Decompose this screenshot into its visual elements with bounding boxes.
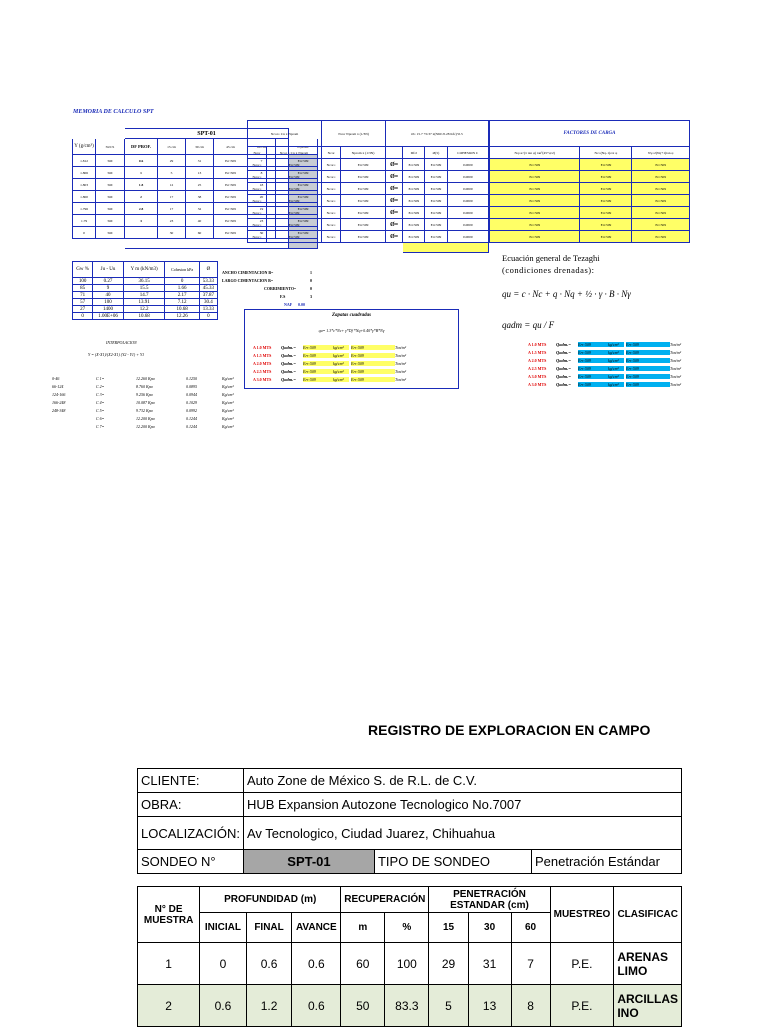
result-row (528, 374, 728, 382)
result-q: Qadm.= (281, 369, 296, 374)
result-d: A 1.0 MTS (528, 342, 547, 347)
factores-title: FACTORES DE CARGA (490, 121, 690, 147)
cohesion-kpa: 12.200 Kpa (136, 416, 155, 421)
result-u: kg/cm² (333, 361, 344, 366)
factores-table: FACTORES DE CARGA Nq=e^(π tan φ) tan²(45+φ/2) Nc=(Nq-1)cot φ Nγ=2(Nq+1)tan φ Err:509 Err:509 Err:509 Err:509 Err:509 Err:509 Err:509 Err:509 Err:509 Err:509 Err:509 Err:509 Err:509 Err:509 Err:509 Err:509 Err:509 Err:509 Err:509 Err:509 Err:509 (489, 120, 690, 243)
result-u: kg/cm² (608, 366, 619, 371)
cohesion-k: 124-166 (52, 392, 66, 397)
hdr-clasificacion: CLASIFICAC (614, 887, 682, 943)
cohesion-c: C 1= (96, 376, 105, 381)
result-v2: Err:509 (351, 345, 395, 350)
result-v: Err:509 (303, 369, 349, 374)
tezaghi-eq1: qu = c · Nc + q · Nq + ½ · γ · B · Nγ (502, 289, 631, 299)
result-row (253, 353, 453, 361)
sondeo-value: SPT-01 (243, 850, 374, 874)
result-v: Err:509 (303, 377, 349, 382)
result-q: Qadm.= (556, 366, 571, 371)
result-v: Err:509 (578, 358, 624, 363)
hdr-nrs: Ncor Nprom x (1/3N) (322, 121, 386, 147)
sub-15: 15 (429, 913, 468, 943)
col-30: 30 cm (186, 139, 214, 155)
result-u: kg/cm² (608, 342, 619, 347)
result-u2: Ton/m² (670, 358, 682, 363)
result-u: kg/cm² (333, 369, 344, 374)
result-u2: Ton/m² (670, 366, 682, 371)
result-u2: Ton/m² (395, 377, 407, 382)
cohesion-u: Kg/cm² (222, 408, 234, 413)
hdr-muestreo: MUESTREO (550, 887, 614, 943)
spt-label: SPT-01 (125, 129, 289, 139)
result-q: Qadm.= (556, 342, 571, 347)
result-v2: Err:509 (351, 361, 395, 366)
result-v: Err:509 (303, 361, 349, 366)
cohesion-kg: 0.1244 (186, 416, 197, 421)
cohesion-u: Kg/cm² (222, 392, 234, 397)
result-u: kg/cm² (608, 358, 619, 363)
result-d: A 2.0 MTS (253, 361, 272, 366)
result-d: A 1.5 MTS (528, 350, 547, 355)
result-d: A 1.5 MTS (253, 353, 272, 358)
col-45: 45 cm (214, 139, 248, 155)
result-row (253, 345, 453, 353)
soil-table: Gw % Ju - Uu Y m (kN/m3) Cohesion kPa Ø 100 0.27 36.15 0 53.33 85 9 15.5 1.66 45.33 71 40 14.7 2.17 37.87 57 100 13.91 7.12 30.4 27 1400 12.2 10.68 13.33 0 1.00E+06 10.68 12.26 0 (72, 261, 218, 320)
cohesion-kpa: 12.200 Kpa (136, 424, 155, 429)
result-v2: Err:509 (626, 374, 670, 379)
result-row (528, 358, 728, 366)
tezaghi-eq2: qadm = qu / F (502, 320, 555, 330)
cohesion-c: C 4= (96, 400, 105, 405)
spt-main-table: SPT-01 Y (g/cm³) SUCS DF PROF. 15 cm 30 cm 45 cm 60 cm N prom. 1.812 SM 0.6 29 31 Err:509 7 Err:509 1.806 SM 1 5 13 Err:509 8 Err:509 1.803 SM 1.8 12 25 Err:509 18 Err:509 1.800 SM 2 17 38 Err:509 20 Err:509 1.796 SM 2.8 17 32 Err:509 19 Err:509 1.79 SM 3 23 40 Err:509 23 Err:509 0 SM 30 60 Err:509 30 Err:509 (72, 128, 318, 249)
result-row (528, 342, 728, 350)
params-block: ANCHO CIMENTACION B= 1 LARGO CIMENTACION B= 0 CORRIMIENTO= 0 F.S 3 NAF 0.00 (222, 270, 312, 307)
cohesion-u: Kg/cm² (222, 416, 234, 421)
result-v2: Err:509 (626, 358, 670, 363)
cohesion-kpa: 12.260 Kpa (136, 376, 155, 381)
cohesion-k: 166-248 (52, 400, 66, 405)
result-d: A 3.0 MTS (528, 374, 547, 379)
result-u: kg/cm² (608, 350, 619, 355)
hdr-recuperacion: RECUPERACIÓN (341, 887, 429, 913)
cohesion-kpa: 8.760 Kpa (136, 384, 153, 389)
cohesion-row (52, 392, 292, 400)
result-q: Qadm.= (556, 350, 571, 355)
tezaghi-subtitle: (condiciones drenadas): (502, 265, 595, 275)
result-q: Qadm.= (281, 377, 296, 382)
tipo-sondeo-label: TIPO DE SONDEO (374, 850, 531, 874)
result-d: A 3.0 MTS (528, 382, 547, 387)
sub-inicial: INICIAL (200, 913, 247, 943)
result-v: Err:509 (578, 350, 624, 355)
result-q: Qadm.= (281, 361, 296, 366)
col-60: 60 cm (247, 139, 275, 155)
cohesion-k: 66-124 (52, 384, 64, 389)
sub-final: FINAL (246, 913, 292, 943)
col-sucs: SUCS (96, 139, 125, 155)
result-u2: Ton/m² (395, 369, 407, 374)
cohesion-kg: 0.0992 (186, 408, 197, 413)
cohesion-row (52, 408, 292, 416)
result-v2: Err:509 (626, 382, 670, 387)
result-u: kg/cm² (333, 377, 344, 382)
col-nprom: N prom. (289, 139, 318, 155)
calc-title: MEMORIA DE CALCULO SPT (73, 109, 154, 115)
result-q: Qadm.= (281, 353, 296, 358)
register-samples-table (137, 886, 682, 1027)
sub-30: 30 (468, 913, 511, 943)
result-q: Qadm.= (556, 374, 571, 379)
hdr-phi: Ø= 15.7 +0.37 x(N60 /0.28 Kfc)^0.5 (386, 121, 489, 147)
hdr-ncorr: Ncor= Cn x Nprom (248, 121, 322, 147)
result-v2: Err:509 (351, 353, 395, 358)
sub-m: m (341, 913, 385, 943)
cohesion-row (52, 384, 292, 392)
result-u: kg/cm² (333, 345, 344, 350)
result-v: Err:509 (303, 353, 349, 358)
result-q: Qadm.= (556, 358, 571, 363)
result-u2: Ton/m² (395, 361, 407, 366)
register-title: REGISTRO DE EXPLORACION EN CAMPO (368, 722, 651, 738)
tezaghi-title: Ecuación general de Tezaghi (502, 253, 600, 263)
result-v2: Err:509 (351, 377, 395, 382)
cohesion-c: C 2= (96, 384, 105, 389)
cohesion-row (52, 400, 292, 408)
result-v2: Err:509 (626, 366, 670, 371)
sondeo-label: SONDEO N° (138, 850, 244, 874)
cohesion-kpa: 9.256 Kpa (136, 392, 153, 397)
result-row (528, 366, 728, 374)
result-q: Qadm.= (281, 345, 296, 350)
obra-value: HUB Expansion Autozone Tecnologico No.7007 (243, 793, 681, 817)
result-d: A 2.0 MTS (528, 358, 547, 363)
result-row (253, 361, 453, 369)
cohesion-c: C 5= (96, 408, 105, 413)
cohesion-k: 0-46 (52, 376, 60, 381)
localizacion-value: Av Tecnologico, Ciudad Juarez, Chihuahua (243, 817, 681, 850)
result-u: kg/cm² (608, 382, 619, 387)
localizacion-label: LOCALIZACIÓN: (138, 817, 244, 850)
result-u2: Ton/m² (395, 353, 407, 358)
cohesion-kpa: 10.087 Kpa (136, 400, 155, 405)
interpolation-block: INTERPOLACION Y = (X-X1)/(X2-X1) (Y2 - Y1) + Y1 0-46 C 1= 12.260 Kpa 0.1250 Kg/cm² 66-124 C 2= 8.760 Kpa 0.0895 Kg/cm² 124-166 C 3= 9.256 Kpa 0.0944 Kg/cm² 166-248 C 4= 10.087 Kpa 0.1029 Kg/cm² 248-348 C 5= 9.732 Kpa 0.0992 Kg/cm² C 6= 12.200 Kpa 0.1244 Kg/cm² C 7= 12.200 Kpa 0.1244 Kg/cm² (76, 340, 276, 440)
cohesion-kg: 0.0895 (186, 384, 197, 389)
result-u2: Ton/m² (670, 342, 682, 347)
result-u2: Ton/m² (395, 345, 407, 350)
hdr-profundidad: PROFUNDIDAD (m) (200, 887, 341, 913)
result-v: Err:509 (578, 342, 624, 347)
cliente-label: CLIENTE: (138, 769, 244, 793)
cohesion-row (52, 416, 292, 424)
zapatas-formula: qu= 1.3*c*Nc+ γ*Df *Nq+0.40*γ*B*Nγ (318, 328, 385, 333)
register-header-table (137, 768, 682, 874)
result-u2: Ton/m² (670, 350, 682, 355)
sub-avance: AVANCE (292, 913, 341, 943)
cohesion-kg: 0.0944 (186, 392, 197, 397)
result-d: A 1.0 MTS (253, 345, 272, 350)
result-d: A 2.5 MTS (253, 369, 272, 374)
sub-pct: % (385, 913, 429, 943)
cohesion-kpa: 9.732 Kpa (136, 408, 153, 413)
result-v2: Err:509 (626, 342, 670, 347)
cohesion-u: Kg/cm² (222, 424, 234, 429)
result-v: Err:509 (303, 345, 349, 350)
result-u: kg/cm² (333, 353, 344, 358)
result-v2: Err:509 (626, 350, 670, 355)
cliente-value: Auto Zone de México S. de R.L. de C.V. (243, 769, 681, 793)
cohesion-u: Kg/cm² (222, 384, 234, 389)
zapatas-title: Zapatas cuadradas (331, 313, 372, 318)
cohesion-row (52, 376, 292, 384)
cohesion-c: C 6= (96, 416, 105, 421)
cohesion-c: C 7= (96, 424, 105, 429)
cohesion-k: 248-348 (52, 408, 66, 413)
cohesion-kg: 0.1029 (186, 400, 197, 405)
ncorr-table: Ncor= Cn x Nprom Ncor Nprom x (1/3N) Ø= 15.7 +0.37 x(N60 /0.28 Kfc)^0.5 Ncor Ncor = Cn x Nprom Ncor Nprom x (1/3N) Df/2 Ø(5) COHESION C Ncor= Err:509 Ncor= Err:509 Ø= Err:509 Err:509 0.0000 Ncor= Err:509 Ncor= Err:509 Ø= Err:509 Err:509 0.0000 Ncor= Err:509 Ncor= Err:509 Ø= Err:509 Err:509 0.0000 Ncor= Err:509 Ncor= Err:509 Ø= Err:509 Err:509 0.0000 Ncor= Err:509 Ncor= Err:509 Ø= Err:509 Err:509 0.0000 Ncor= Err:509 Ncor= Err:509 Ø= Err:509 Err:509 0.0000 Ncor= Err:509 Ncor= Err:509 Ø= Err:509 Err:509 0.0000 (247, 120, 489, 253)
result-v: Err:509 (578, 366, 624, 371)
result-row (528, 350, 728, 358)
hdr-muestra: N° DE MUESTRA (138, 887, 200, 943)
col-gamma: Y (g/cm³) (73, 139, 96, 155)
result-row (528, 382, 728, 390)
col-df: DF PROF. (125, 139, 158, 155)
result-v: Err:509 (578, 382, 624, 387)
hdr-penetracion: PENETRACIÓN ESTANDAR (cm) (429, 887, 550, 913)
tipo-sondeo-value: Penetración Estándar (531, 850, 681, 874)
tezaghi-results (528, 342, 728, 390)
obra-label: OBRA: (138, 793, 244, 817)
cohesion-u: Kg/cm² (222, 400, 234, 405)
result-v: Err:509 (578, 374, 624, 379)
cohesion-c: C 3= (96, 392, 105, 397)
cohesion-kg: 0.1244 (186, 424, 197, 429)
result-u: kg/cm² (608, 374, 619, 379)
table-row: 1 0 0.6 0.6 60 100 29 31 7 P.E. ARENAS LIMO (138, 943, 682, 985)
result-v2: Err:509 (351, 369, 395, 374)
sub-60: 60 (511, 913, 550, 943)
cohesion-kg: 0.1250 (186, 376, 197, 381)
table-row: 2 0.6 1.2 0.6 50 83.3 5 13 8 P.E. ARCILLAS INO (138, 985, 682, 1027)
result-u2: Ton/m² (670, 382, 682, 387)
result-q: Qadm.= (556, 382, 571, 387)
cohesion-u: Kg/cm² (222, 376, 234, 381)
result-d: A 3.0 MTS (253, 377, 272, 382)
result-d: A 2.5 MTS (528, 366, 547, 371)
cohesion-row (52, 424, 292, 432)
result-u2: Ton/m² (670, 374, 682, 379)
col-15: 15 cm (158, 139, 186, 155)
